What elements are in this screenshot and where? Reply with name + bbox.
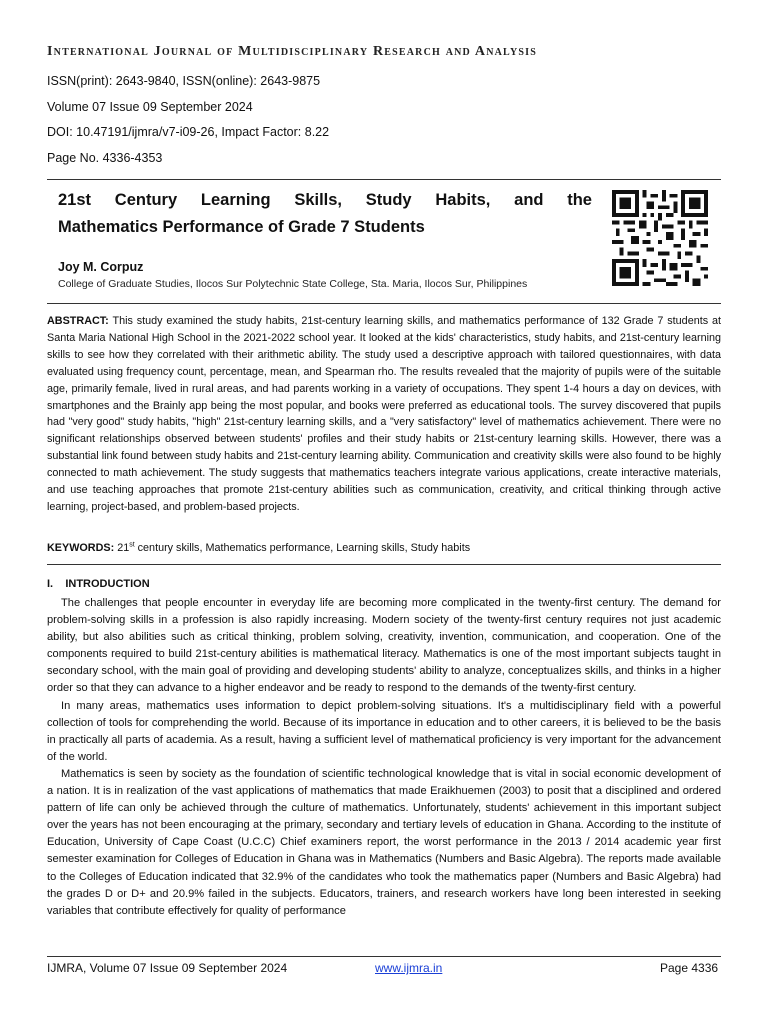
keywords-divider [47, 564, 721, 565]
keywords-superscript: st [129, 541, 135, 549]
abstract [47, 313, 721, 516]
qr-code-icon [610, 190, 710, 286]
abstract-text: This study examined the study habits, 21st-century learning skills, and mathematics performance of 132 Grade 7 students at Santa Maria National High School in the 2021-2022 school year. It looked at the kids' characteristics, study habits, and 21st-century learning skills to see how they correlated with their arithmetic ability. The study used a descriptive approach with tailored questionnaires, with data evaluated using frequency count, percentage, mean, and Spearman rho. The results revealed that the majority of pupils were of the suitable age, primarily female, lived in rural areas, and had parents working in a variety of occupations. They spent 1-4 hours a day on devices, with smartphones and the Brainly app being the most popular, and books were preferred as educational tools. The survey discovered that pupils had "very good" study habits, "high" 21st-century learning skills, and a "very satisfactory" level of mathematics achievement. There were no significant relationships observed between students' profiles and their study habits or 21st-century learning skills. However, there was a substantial link found between study habits and 21st-century learning ability. Communication and creativity skills were also found to be highly connected to math achievement. The study suggests that mathematics teachers integrate various applications, create interactive materials, and use teaching approaches that promote 21st-century abilities such as communication, creativity, and critical thinking through active learning, project-based, and problem-based projects. [47, 315, 721, 513]
issn-line: ISSN(print): 2643-9840, ISSN(online): 2643-9875 [47, 74, 321, 88]
footer-divider [47, 956, 721, 957]
author-affiliation: College of Graduate Studies, Ilocos Sur Polytechnic State College, Sta. Maria, Ilocos Sur, Philippines [58, 278, 528, 290]
footer-page-number: Page 4336 [660, 961, 719, 975]
title-divider [47, 303, 721, 304]
footer-citation: IJMRA, Volume 07 Issue 09 September 2024 [47, 961, 288, 975]
doi-line: DOI: 10.47191/ijmra/v7-i09-26, Impact Factor: 8.22 [47, 125, 330, 139]
keywords-text: century skills, Mathematics performance, Learning skills, Study habits [134, 542, 471, 554]
author-name: Joy M. Corpuz [58, 260, 144, 274]
paper-title [58, 187, 592, 241]
section-heading-introduction: I. INTRODUCTION [47, 578, 150, 590]
paragraph: The challenges that people encounter in everyday life are becoming more complicated in the twenty-first century. The demand for problem-solving skills in a profession is also rapidly increasing. Modern society of the twenty-first century requires not just academic ability, but also abilities such as critical thinking, problem solving, creativity, invention, communication, and cooperation. One of the components required to build 21st-century abilities is mathematical literacy. Mathematics is one of the most important subjects taught in secondary school, with the main goal of providing and developing students' ability to analyze, conceptualizes skills, and thinks in a higher order so that they can advance to a higher endeavor and be ready to respond to the demands of the twenty-first century. [47, 597, 721, 695]
volume-line: Volume 07 Issue 09 September 2024 [47, 100, 253, 114]
paragraph: Mathematics is seen by society as the foundation of scientific technological knowledge that is vital in social economic development of a nation. It is in realization of the vast applications of mathematics that made Eraikhuemen (2003) to posit that a disciplined and ordered pattern of life can only be achieved through the culture of mathematics. Unfortunately, students' achievement in this important subject over the years has not been encouraging at the primary, secondary and tertiary levels of education in Ghana. According to the institute of Education, University of Cape Coast (U.C.C) Chief examiners report, the worst performance in the 2013 / 2014 academic year first semester examination for Colleges of Education in Ghana was in Mathematics (Numbers and Basic Algebra). The reports made available to the Colleges of Education indicated that 32.9% of the candidates who took the mathematics paper (Numbers and Basic Algebra) had the grades D or D+ and 20.9% failed in the subjects. Educators, trainers, and research workers have long been interested in seeking variables that contribute effectively for quality of performance [47, 767, 721, 917]
paper-title-line-2: Mathematics Performance of Grade 7 Students [58, 218, 425, 236]
abstract-label: ABSTRACT: [47, 315, 109, 327]
journal-title: International Journal of Multidisciplinary Research and Analysis [47, 44, 538, 59]
keywords [47, 542, 470, 554]
keywords-prefix: 21 [117, 542, 130, 554]
keywords-label: KEYWORDS: [47, 542, 115, 554]
introduction-body [47, 595, 721, 920]
paper-title-line-1: 21st Century Learning Skills, Study Habits, and the [58, 191, 592, 209]
paragraph: In many areas, mathematics uses information to depict problem-solving situations. It's a multidisciplinary field with a powerful collection of tools for comprehending the world. Because of its importance in education and to other careers, it is believed to be the basis in practically all parts of academia. As a result, having a sufficient level of mathematical proficiency is very important for the advancement of the world. [47, 699, 721, 763]
journal-website-link[interactable]: www.ijmra.in [375, 961, 443, 975]
page-range: Page No. 4336-4353 [47, 151, 163, 165]
header-divider [47, 179, 721, 180]
